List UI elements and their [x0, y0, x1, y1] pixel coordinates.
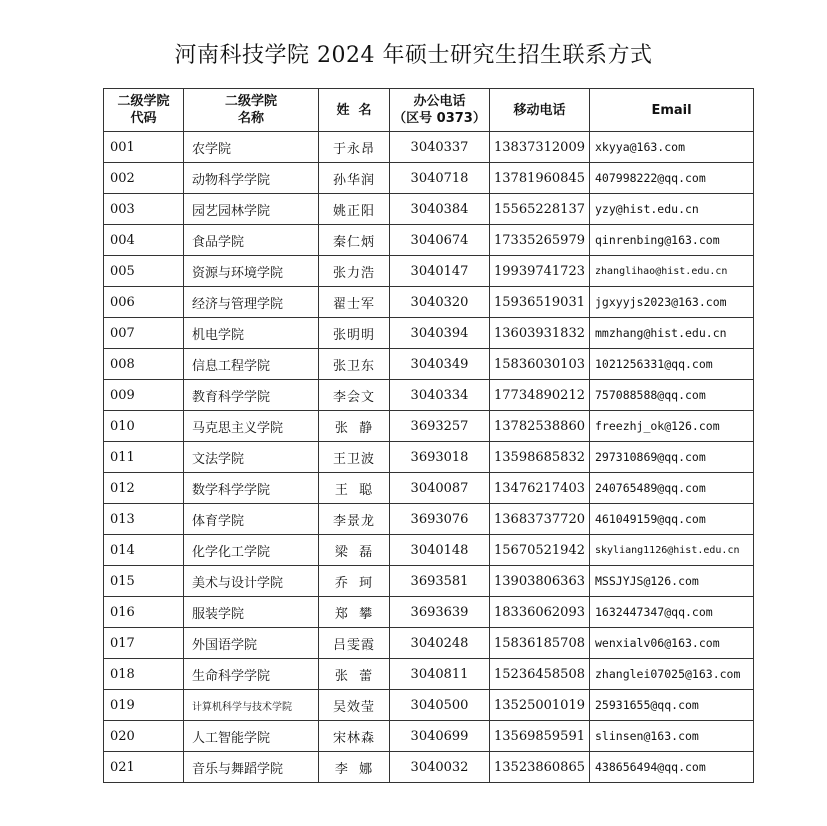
contact-name-cell: 李会文	[319, 380, 390, 411]
contact-table	[103, 88, 754, 783]
college-code-cell: 007	[104, 318, 184, 349]
college-name-cell: 生命科学学院	[184, 659, 319, 690]
college-name-cell: 机电学院	[184, 318, 319, 349]
college-code-cell: 003	[104, 194, 184, 225]
table-row	[104, 256, 754, 287]
college-name-cell: 信息工程学院	[184, 349, 319, 380]
college-name-cell: 美术与设计学院	[184, 566, 319, 597]
mobile-phone-cell: 18336062093	[490, 597, 590, 628]
college-code-cell: 002	[104, 163, 184, 194]
email-cell: MSSJYJS@126.com	[590, 566, 754, 597]
table-header-row	[104, 89, 754, 132]
college-name-cell: 文法学院	[184, 442, 319, 473]
contact-name-cell: 张 蕾	[319, 659, 390, 690]
header-email: Email	[590, 89, 754, 132]
office-phone-cell: 3693018	[390, 442, 490, 473]
contact-name-cell: 翟士军	[319, 287, 390, 318]
mobile-phone-cell: 13837312009	[490, 132, 590, 163]
office-phone-cell: 3040384	[390, 194, 490, 225]
table-row	[104, 721, 754, 752]
table-row	[104, 225, 754, 256]
contact-name-cell: 姚正阳	[319, 194, 390, 225]
office-phone-cell: 3040248	[390, 628, 490, 659]
email-cell: wenxialv06@163.com	[590, 628, 754, 659]
office-phone-cell: 3040320	[390, 287, 490, 318]
email-cell: 461049159@qq.com	[590, 504, 754, 535]
office-phone-cell: 3040811	[390, 659, 490, 690]
office-phone-cell: 3040394	[390, 318, 490, 349]
email-cell: yzy@hist.edu.cn	[590, 194, 754, 225]
mobile-phone-cell: 13683737720	[490, 504, 590, 535]
college-name-cell: 教育科学学院	[184, 380, 319, 411]
office-phone-cell: 3693076	[390, 504, 490, 535]
email-cell: 1632447347@qq.com	[590, 597, 754, 628]
email-cell: qinrenbing@163.com	[590, 225, 754, 256]
college-code-cell: 019	[104, 690, 184, 721]
college-name-cell: 数学科学学院	[184, 473, 319, 504]
mobile-phone-cell: 17335265979	[490, 225, 590, 256]
mobile-phone-cell: 13781960845	[490, 163, 590, 194]
contact-name-cell: 张卫东	[319, 349, 390, 380]
mobile-phone-cell: 13603931832	[490, 318, 590, 349]
table-row	[104, 163, 754, 194]
college-name-cell: 资源与环境学院	[184, 256, 319, 287]
table-row	[104, 628, 754, 659]
college-code-cell: 015	[104, 566, 184, 597]
table-row	[104, 349, 754, 380]
college-name-cell: 食品学院	[184, 225, 319, 256]
college-name-cell: 人工智能学院	[184, 721, 319, 752]
office-phone-cell: 3040500	[390, 690, 490, 721]
table-row	[104, 318, 754, 349]
mobile-phone-cell: 15236458508	[490, 659, 590, 690]
email-cell: 25931655@qq.com	[590, 690, 754, 721]
college-code-cell: 004	[104, 225, 184, 256]
college-name-cell: 经济与管理学院	[184, 287, 319, 318]
email-cell: freezhj_ok@126.com	[590, 411, 754, 442]
email-cell: skyliang1126@hist.edu.cn	[590, 535, 754, 566]
office-phone-cell: 3040148	[390, 535, 490, 566]
mobile-phone-cell: 17734890212	[490, 380, 590, 411]
contact-name-cell: 李 娜	[319, 752, 390, 783]
college-code-cell: 018	[104, 659, 184, 690]
mobile-phone-cell: 19939741723	[490, 256, 590, 287]
office-phone-cell: 3040087	[390, 473, 490, 504]
mobile-phone-cell: 13476217403	[490, 473, 590, 504]
contact-name-cell: 吕雯霞	[319, 628, 390, 659]
college-code-cell: 009	[104, 380, 184, 411]
mobile-phone-cell: 15936519031	[490, 287, 590, 318]
email-cell: 297310869@qq.com	[590, 442, 754, 473]
contact-name-cell: 于永昂	[319, 132, 390, 163]
table-row	[104, 380, 754, 411]
college-name-cell: 化学化工学院	[184, 535, 319, 566]
mobile-phone-cell: 13525001019	[490, 690, 590, 721]
office-phone-cell: 3040349	[390, 349, 490, 380]
office-phone-cell: 3040147	[390, 256, 490, 287]
email-cell: zhanglihao@hist.edu.cn	[590, 256, 754, 287]
mobile-phone-cell: 13903806363	[490, 566, 590, 597]
college-name-cell: 马克思主义学院	[184, 411, 319, 442]
contact-name-cell: 张力浩	[319, 256, 390, 287]
college-code-cell: 014	[104, 535, 184, 566]
college-name-cell: 服装学院	[184, 597, 319, 628]
college-code-cell: 001	[104, 132, 184, 163]
table-row	[104, 194, 754, 225]
contact-name-cell: 李景龙	[319, 504, 390, 535]
email-cell: 407998222@qq.com	[590, 163, 754, 194]
header-mobile-phone: 移动电话	[490, 89, 590, 132]
college-code-cell: 011	[104, 442, 184, 473]
contact-name-cell: 梁 磊	[319, 535, 390, 566]
college-name-cell: 体育学院	[184, 504, 319, 535]
college-name-cell: 外国语学院	[184, 628, 319, 659]
office-phone-cell: 3693257	[390, 411, 490, 442]
college-code-cell: 012	[104, 473, 184, 504]
office-phone-cell: 3040718	[390, 163, 490, 194]
page-title: 河南科技学院 2024 年硕士研究生招生联系方式	[174, 43, 653, 68]
college-code-cell: 016	[104, 597, 184, 628]
contact-name-cell: 王卫波	[319, 442, 390, 473]
college-code-cell: 013	[104, 504, 184, 535]
contact-name-cell: 秦仁炳	[319, 225, 390, 256]
college-code-cell: 021	[104, 752, 184, 783]
college-code-cell: 010	[104, 411, 184, 442]
college-code-cell: 006	[104, 287, 184, 318]
header-contact-name: 姓 名	[319, 89, 390, 132]
college-code-cell: 005	[104, 256, 184, 287]
table-row	[104, 535, 754, 566]
header-college-code: 二级学院 代码	[104, 89, 184, 132]
college-code-cell: 017	[104, 628, 184, 659]
office-phone-cell: 3693639	[390, 597, 490, 628]
college-name-cell: 计算机科学与技术学院	[184, 690, 319, 721]
table-row	[104, 690, 754, 721]
table-row	[104, 132, 754, 163]
mobile-phone-cell: 15670521942	[490, 535, 590, 566]
contact-name-cell: 郑 攀	[319, 597, 390, 628]
contact-name-cell: 孙华润	[319, 163, 390, 194]
mobile-phone-cell: 15565228137	[490, 194, 590, 225]
college-code-cell: 008	[104, 349, 184, 380]
office-phone-cell: 3040032	[390, 752, 490, 783]
email-cell: 1021256331@qq.com	[590, 349, 754, 380]
mobile-phone-cell: 15836185708	[490, 628, 590, 659]
college-name-cell: 农学院	[184, 132, 319, 163]
email-cell: jgxyyjs2023@163.com	[590, 287, 754, 318]
email-cell: slinsen@163.com	[590, 721, 754, 752]
header-college-name: 二级学院 名称	[184, 89, 319, 132]
college-name-cell: 音乐与舞蹈学院	[184, 752, 319, 783]
contact-name-cell: 吴效莹	[319, 690, 390, 721]
email-cell: xkyya@163.com	[590, 132, 754, 163]
college-name-cell: 动物科学学院	[184, 163, 319, 194]
table-row	[104, 597, 754, 628]
contact-name-cell: 张明明	[319, 318, 390, 349]
email-cell: mmzhang@hist.edu.cn	[590, 318, 754, 349]
header-office-phone: 办公电话 （区号 0373）	[390, 89, 490, 132]
email-cell: 438656494@qq.com	[590, 752, 754, 783]
table-row	[104, 752, 754, 783]
office-phone-cell: 3040334	[390, 380, 490, 411]
mobile-phone-cell: 13569859591	[490, 721, 590, 752]
email-cell: zhanglei07025@163.com	[590, 659, 754, 690]
table-row	[104, 287, 754, 318]
table-row	[104, 659, 754, 690]
mobile-phone-cell: 13523860865	[490, 752, 590, 783]
college-name-cell: 园艺园林学院	[184, 194, 319, 225]
table-row	[104, 566, 754, 597]
contact-name-cell: 张 静	[319, 411, 390, 442]
table-row	[104, 473, 754, 504]
contact-name-cell: 王 聪	[319, 473, 390, 504]
office-phone-cell: 3040699	[390, 721, 490, 752]
college-code-cell: 020	[104, 721, 184, 752]
table-row	[104, 504, 754, 535]
contact-name-cell: 乔 珂	[319, 566, 390, 597]
mobile-phone-cell: 13782538860	[490, 411, 590, 442]
email-cell: 240765489@qq.com	[590, 473, 754, 504]
table-row	[104, 442, 754, 473]
email-cell: 757088588@qq.com	[590, 380, 754, 411]
mobile-phone-cell: 13598685832	[490, 442, 590, 473]
office-phone-cell: 3040674	[390, 225, 490, 256]
office-phone-cell: 3040337	[390, 132, 490, 163]
table-row	[104, 411, 754, 442]
contact-name-cell: 宋林森	[319, 721, 390, 752]
mobile-phone-cell: 15836030103	[490, 349, 590, 380]
office-phone-cell: 3693581	[390, 566, 490, 597]
